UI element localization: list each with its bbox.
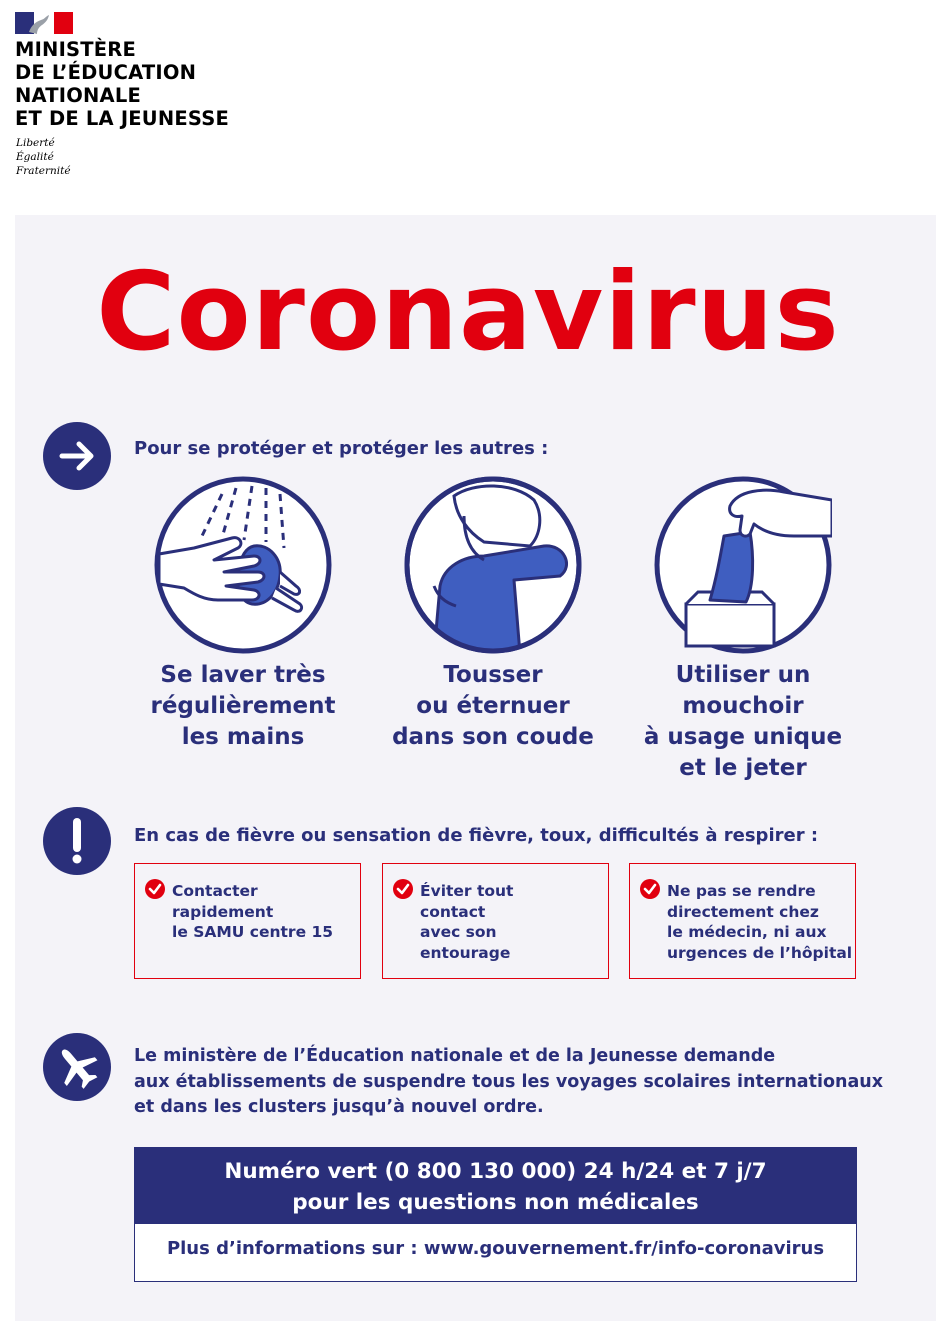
wash-hands-icon xyxy=(154,476,332,654)
check-icon xyxy=(145,879,165,899)
hotline-purpose: pour les questions non médicales xyxy=(292,1190,699,1215)
hotline-box xyxy=(134,1147,857,1282)
hotline-band xyxy=(135,1148,856,1224)
protect-label-wash: Se laver très régulièrement les mains xyxy=(150,662,336,750)
fever-lead: En cas de fièvre ou sensation de fièvre, toux, difficultés à respirer : xyxy=(134,825,819,846)
check-icon xyxy=(393,879,413,899)
marianne-flag-logo xyxy=(15,12,73,34)
protect-label-cough: Tousser ou éternuer dans son coude xyxy=(392,662,594,750)
advice-card-doctor xyxy=(629,863,856,979)
arrow-right-icon xyxy=(43,422,111,490)
advice-text: Ne pas se rendre directement chez le médecin, ni aux urgences de l’hôpital xyxy=(667,882,853,962)
advice-card-samu xyxy=(134,863,361,979)
protect-label-tissue: Utiliser un mouchoir à usage unique et le jeter xyxy=(643,662,843,781)
info-link[interactable]: Plus d’informations sur : www.gouvernement.fr/info-coronavirus xyxy=(166,1238,825,1259)
advice-text: Éviter tout contact avec son entourage xyxy=(420,882,514,962)
hotline-number: Numéro vert (0 800 130 000) 24 h/24 et 7 j/7 xyxy=(224,1159,767,1184)
protect-lead: Pour se protéger et protéger les autres : xyxy=(134,438,549,459)
check-icon xyxy=(640,879,660,899)
republic-motto: Liberté Égalité Fraternité xyxy=(16,137,71,177)
advice-card-contact xyxy=(382,863,609,979)
poster-title: Coronavirus xyxy=(96,250,840,375)
cough-elbow-icon xyxy=(404,476,582,654)
airplane-icon xyxy=(43,1033,111,1101)
tissue-icon xyxy=(654,476,832,654)
ministry-name: MINISTÈRE DE L’ÉDUCATION NATIONALE ET DE LA JEUNESSE xyxy=(15,38,229,130)
travel-notice: Le ministère de l’Éducation nationale et de la Jeunesse demande aux établissements de suspendre tous les voyages scolaires internationaux et dans les clusters jusqu’à nouvel ordre. xyxy=(134,1046,884,1117)
exclamation-icon xyxy=(43,807,111,875)
advice-text: Contacter rapidement le SAMU centre 15 xyxy=(172,882,334,941)
